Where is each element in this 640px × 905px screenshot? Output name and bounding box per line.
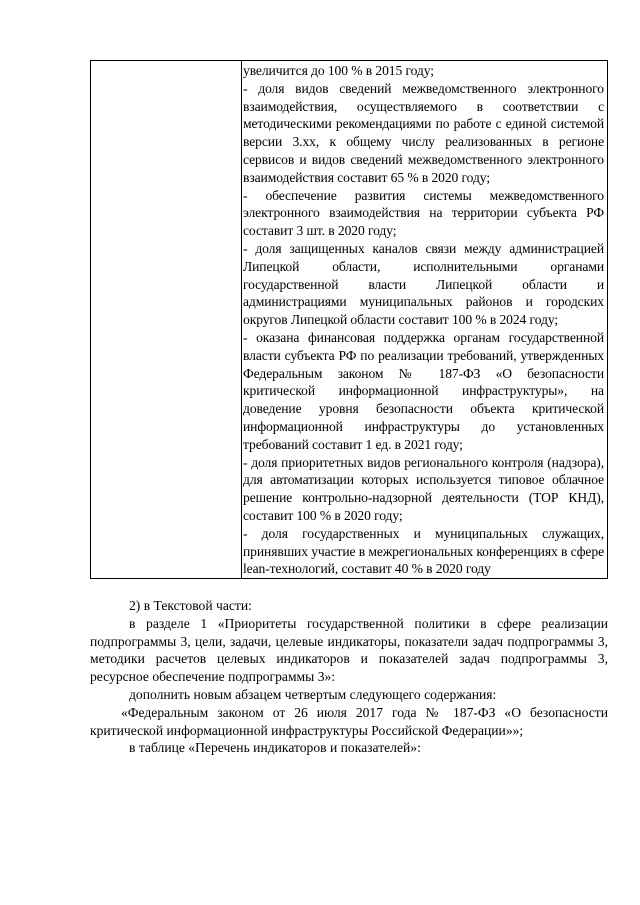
table-column-divider bbox=[241, 61, 242, 578]
body-paragraph: дополнить новым абзацем четвертым следующего содержания: bbox=[129, 686, 497, 702]
table-right-cell bbox=[243, 62, 604, 578]
body-paragraph: «Федеральным законом от 26 июля 2017 года № 187-ФЗ «О безопасности критической информационной инфраструктуры Российской Федерации»»; bbox=[90, 704, 608, 738]
table-cell-paragraph: - доля видов сведений межведомственного электронного взаимодействия, осуществляемого в соответствии с методическими рекомендациями по работе с единой системой версии 3.хх, к общему числу реализованных в регионе сервисов и видов сведений межведомственного электронного взаимодействия составит 65 % в 2020 году; bbox=[243, 80, 604, 185]
table-cell-paragraph: увеличится до 100 % в 2015 году; bbox=[243, 63, 434, 78]
table-cell-paragraph: - обеспечение развития системы межведомственного электронного взаимодействия на территории субъекта РФ составит 3 шт. в 2020 году; bbox=[243, 187, 604, 239]
table-cell-paragraph: - доля защищенных каналов связи между администрацией Липецкой области, исполнительными органами государственной власти Липецкой области и администрациями муниципальных районов и городских округов Липецкой области составит 100 % в 2024 году; bbox=[243, 240, 604, 328]
indicators-table bbox=[90, 60, 608, 579]
body-paragraph: в таблице «Перечень индикаторов и показателей»: bbox=[129, 740, 421, 756]
table-cell-paragraph: - оказана финансовая поддержка органам государственной власти субъекта РФ по реализации требований, утвержденных Федеральным законом № 187-ФЗ «О безопасности критической информационной инфраструктуры», на доведение уровня безопасности объекта критической информационной инфраструктуры до установленных требований составит 1 ед. в 2021 году; bbox=[243, 329, 604, 452]
table-cell-paragraph: - доля приоритетных видов регионального контроля (надзора), для автоматизации которых используется типовое облачное решение контрольно-надзорной деятельности (ТОР КНД), составит 100 % в 2020 году; bbox=[243, 454, 604, 523]
document-body bbox=[90, 597, 608, 757]
body-paragraph: 2) в Текстовой части: bbox=[129, 598, 252, 613]
table-cell-paragraph: - доля государственных и муниципальных служащих, принявших участие в межрегиональных конференциях в сфере lean-технологий, составит 40 % в 2020 году bbox=[243, 525, 604, 577]
body-paragraph: в разделе 1 «Приоритеты государственной политики в сфере реализации подпрограммы 3, цели, задачи, целевые индикаторы, показатели задач подпрограммы 3, методики расчетов целевых индикаторов и показателей задач подпрограммы 3, ресурсное обеспечение подпрограммы 3»: bbox=[90, 615, 608, 685]
